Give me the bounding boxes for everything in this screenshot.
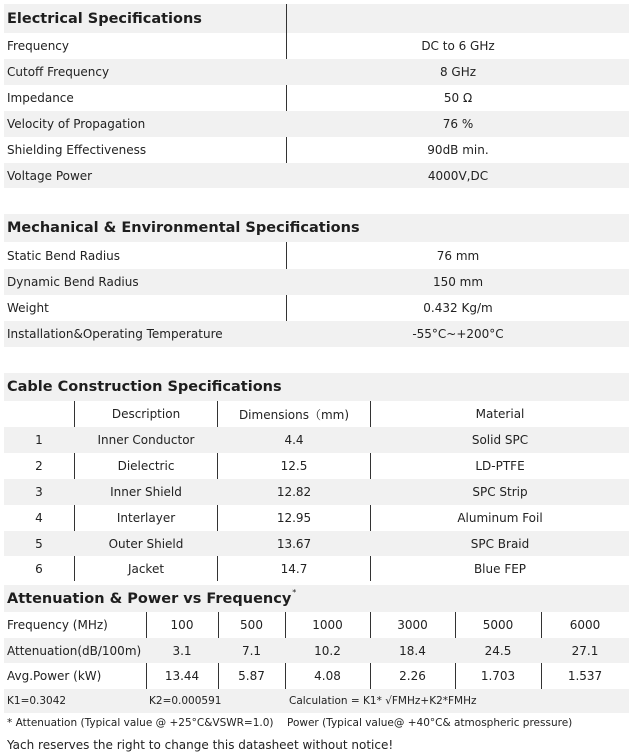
attenuation-title-mark: * [292, 588, 297, 597]
electrical-title: Electrical Specifications [7, 10, 202, 27]
attenuation-row-label: Frequency (MHz) [7, 618, 108, 632]
attenuation-value: 10.2 [314, 643, 341, 658]
column-header-description: Description [111, 407, 181, 421]
attenuation-row-label: Attenuation(dB/100m) [7, 643, 142, 658]
row-material: Solid SPC [471, 433, 529, 447]
spec-label: Dynamic Bend Radius [7, 275, 139, 289]
attenuation-value: 4.08 [314, 669, 341, 683]
electrical-row [4, 85, 629, 111]
attenuation-value: 5000 [482, 618, 514, 632]
electrical-row [4, 137, 629, 163]
mechanical-section-header [4, 214, 629, 242]
attenuation-value: 27.1 [571, 643, 599, 658]
spec-label: Static Bend Radius [7, 249, 121, 263]
mechanical-title: Mechanical & Environmental Specifications [7, 220, 360, 236]
row-number: 2 [35, 459, 43, 473]
construction-row [4, 427, 629, 453]
attenuation-note: * Attenuation (Typical value @ +25°C&VSWR=1.0) [7, 717, 274, 729]
electrical-section-header [4, 4, 629, 33]
construction-title: Cable Construction Specifications [7, 379, 282, 395]
attenuation-value: 3.1 [172, 643, 192, 658]
mechanical-row [4, 295, 629, 321]
attenuation-value: 2.26 [399, 669, 426, 683]
spec-value: 76 mm [436, 249, 480, 263]
power-note: Power (Typical value@ +40°C& atmospheric pressure) [287, 717, 573, 729]
spec-value: 4000V,DC [427, 168, 489, 183]
spec-label: Installation&Operating Temperature [7, 327, 223, 341]
attenuation-section-header [4, 585, 629, 612]
spec-label: Weight [7, 301, 49, 315]
attenuation-value: 3000 [397, 618, 428, 632]
row-dimensions: 14.7 [280, 561, 308, 576]
row-number: 6 [35, 561, 43, 576]
footer-notice: Yach reserves the right to change this datasheet without notice! [7, 737, 394, 752]
attenuation-value: 1000 [312, 618, 343, 632]
row-description: Outer Shield [108, 536, 184, 551]
row-dimensions: 12.5 [280, 459, 308, 473]
electrical-row [4, 111, 629, 137]
row-dimensions: 12.82 [276, 485, 312, 499]
row-number: 5 [35, 536, 43, 551]
k2-constant: K2=0.000591 [149, 695, 222, 707]
row-description: Dielectric [117, 459, 175, 473]
row-material: Blue FEP [473, 561, 527, 576]
spec-value: 8 GHz [439, 65, 477, 79]
attenuation-value: 7.1 [241, 643, 262, 658]
row-description: Jacket [127, 561, 165, 576]
row-dimensions: 12.95 [276, 511, 312, 525]
row-description: Inner Shield [110, 485, 182, 499]
attenuation-title [4, 585, 296, 612]
row-number: 3 [35, 485, 43, 499]
spec-label: Voltage Power [7, 168, 93, 183]
attenuation-value: 13.44 [164, 669, 200, 683]
spec-value: 50 Ω [443, 91, 473, 105]
electrical-row [4, 33, 629, 59]
footer-row [4, 735, 629, 754]
spec-value: 90dB min. [427, 143, 489, 157]
column-header-dimensions: Dimensions（mm) [238, 407, 350, 422]
spec-label: Shielding Effectiveness [7, 143, 147, 157]
row-description: Interlayer [116, 511, 176, 525]
attenuation-value: 6000 [569, 618, 601, 632]
row-material: LD-PTFE [475, 459, 525, 473]
construction-row [4, 556, 629, 581]
row-number: 4 [35, 511, 43, 525]
attenuation-value: 1.703 [480, 669, 516, 683]
formula-row [4, 689, 629, 713]
row-material: SPC Braid [470, 536, 530, 551]
electrical-row [4, 59, 629, 85]
mechanical-row [4, 321, 629, 347]
attenuation-value: 1.537 [567, 669, 603, 683]
construction-row [4, 453, 629, 479]
k1-constant: K1=0.3042 [7, 695, 67, 707]
mechanical-row [4, 243, 629, 269]
spec-value: 76 % [442, 117, 474, 131]
row-dimensions: 4.4 [284, 433, 304, 447]
spec-label: Velocity of Propagation [7, 117, 146, 131]
attenuation-row [4, 638, 629, 663]
construction-section-header [4, 373, 629, 401]
attenuation-value: 18.4 [399, 643, 426, 658]
spec-label: Cutoff Frequency [7, 65, 110, 79]
column-header-material: Material [475, 407, 525, 421]
attenuation-row [4, 612, 629, 638]
row-description: Inner Conductor [97, 433, 195, 447]
attenuation-row [4, 663, 629, 689]
attenuation-row-label: Avg.Power (kW) [7, 669, 102, 683]
row-material: Aluminum Foil [457, 511, 543, 525]
spec-label: Impedance [7, 91, 74, 105]
mechanical-row [4, 269, 629, 295]
spec-label: Frequency [7, 39, 69, 53]
row-number: 1 [35, 433, 43, 447]
attenuation-value: 5.87 [238, 669, 265, 683]
attenuation-value: 500 [240, 618, 263, 632]
electrical-row [4, 163, 629, 188]
attenuation-value: 100 [170, 618, 194, 632]
construction-row [4, 505, 629, 531]
row-material: SPC Strip [472, 485, 528, 499]
attenuation-value: 24.5 [484, 643, 512, 658]
notes-row [4, 713, 629, 733]
calculation-formula: Calculation = K1* √FMHz+K2*FMHz [289, 695, 477, 707]
attenuation-title-text: Attenuation & Power vs Frequency [7, 590, 292, 607]
row-dimensions: 13.67 [276, 536, 312, 551]
spec-value: 0.432 Kg/m [423, 301, 493, 315]
spec-value: -55°C~+200°C [412, 327, 504, 341]
spec-value: DC to 6 GHz [421, 39, 495, 53]
construction-header-row [4, 401, 629, 427]
construction-row [4, 531, 629, 556]
spec-value: 150 mm [432, 275, 484, 289]
construction-row [4, 479, 629, 505]
